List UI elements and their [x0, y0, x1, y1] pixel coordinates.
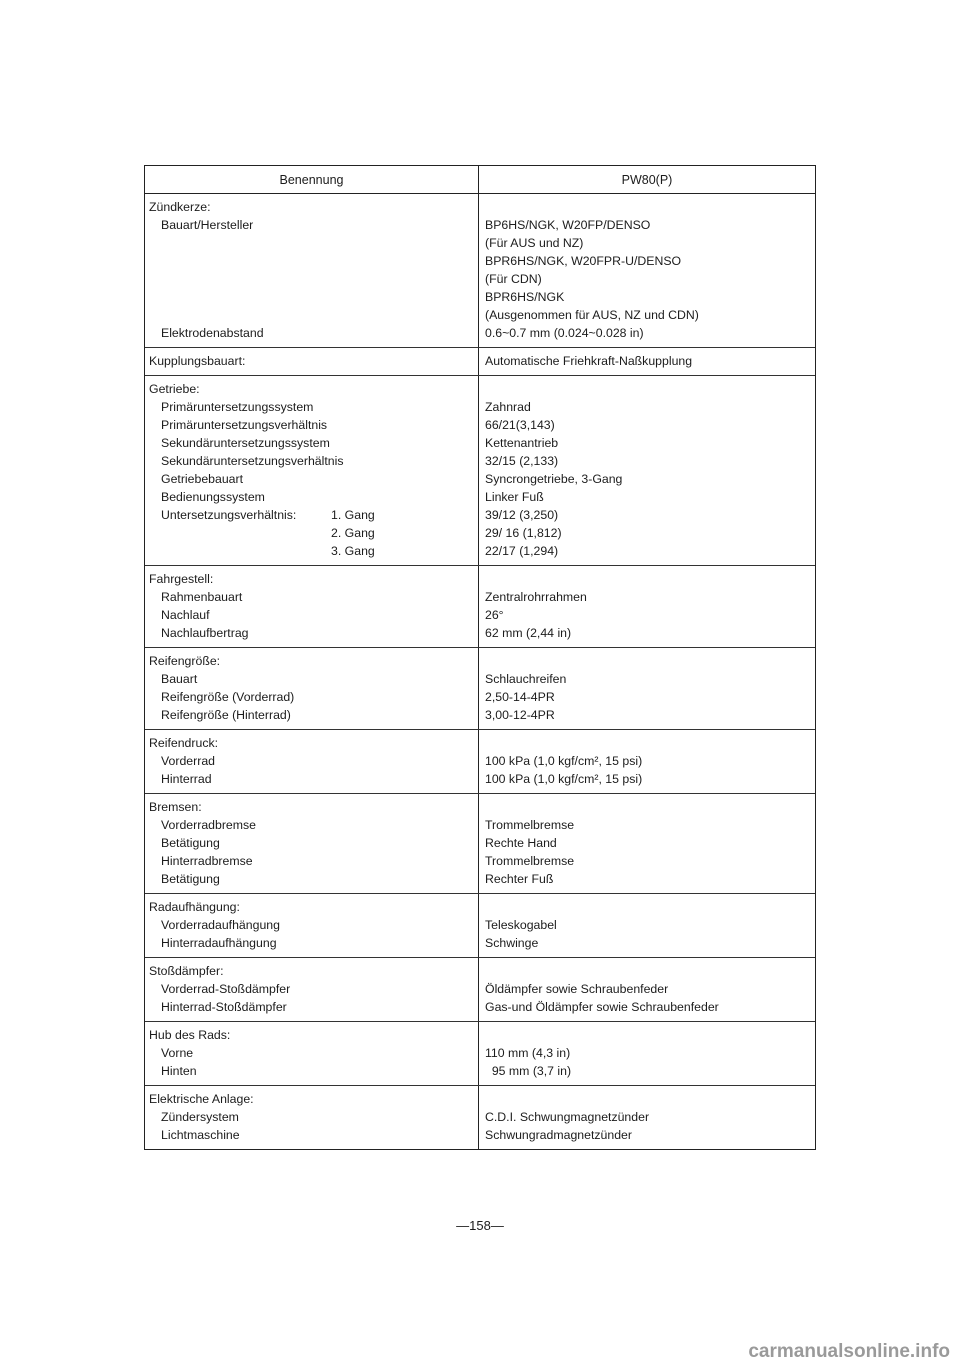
- section-labels: [145, 194, 479, 347]
- spec-value: 66/21(3,143): [485, 418, 555, 432]
- section-title: [149, 198, 478, 216]
- spec-label: [149, 1108, 478, 1126]
- section-values: [479, 958, 815, 1021]
- spec-value: Zentralrohrrahmen: [485, 590, 587, 604]
- table-section-hub: [145, 1022, 815, 1086]
- spec-label: [149, 1126, 478, 1144]
- spec-label-text: Elektrische Anlage:: [149, 1092, 254, 1106]
- spec-label-text: Primäruntersetzungssystem: [161, 400, 314, 414]
- section-values: [479, 1086, 815, 1149]
- spec-value: Schwungradmagnetzünder: [485, 1128, 632, 1142]
- section-values: [479, 730, 815, 793]
- spec-value: [485, 1090, 815, 1108]
- spec-label-text: Getriebebauart: [161, 472, 244, 486]
- spec-value: Rechter Fuß: [485, 872, 554, 886]
- spec-label-text: Radaufhängung:: [149, 900, 240, 914]
- spec-value: Zahnrad: [485, 400, 531, 414]
- spec-label-text: Hinterrad-Stoßdämpfer: [161, 1000, 287, 1014]
- section-title: [149, 798, 478, 816]
- section-values: [479, 794, 815, 893]
- spec-value: 29/ 16 (1,812): [485, 526, 562, 540]
- spec-table: [144, 165, 816, 1150]
- spec-value: 100 kPa (1,0 kgf/cm², 15 psi): [485, 772, 643, 786]
- section-values: [479, 348, 815, 375]
- spec-value: [485, 570, 815, 588]
- spec-value: Kettenantrieb: [485, 436, 559, 450]
- spec-value: Teleskogabel: [485, 918, 557, 932]
- header-model: PW80(P): [621, 172, 673, 187]
- spec-label: [149, 506, 478, 524]
- section-title: [149, 652, 478, 670]
- spec-label-text: Rahmenbauart: [161, 590, 243, 604]
- spec-label-text: Reifengröße (Vorderrad): [161, 690, 295, 704]
- spec-label: [149, 288, 478, 306]
- section-title: [149, 898, 478, 916]
- spec-label-text: Sekundäruntersetzungsverhältnis: [161, 454, 344, 468]
- spec-label: [149, 416, 478, 434]
- spec-label-text: Nachlauf: [161, 608, 210, 622]
- spec-label: [149, 542, 478, 560]
- spec-label-text: Hinten: [161, 1064, 197, 1078]
- section-labels: [145, 648, 479, 729]
- spec-label-text: Zündkerze:: [149, 200, 211, 214]
- spec-label-text: Zündersystem: [161, 1110, 239, 1124]
- spec-value: Syncrongetriebe, 3-Gang: [485, 472, 623, 486]
- spec-label-text: [153, 524, 331, 542]
- table-section-elektrik: [145, 1086, 815, 1149]
- spec-value: Schlauchreifen: [485, 672, 567, 686]
- spec-label: [149, 688, 478, 706]
- spec-label-text: Bauart: [161, 672, 198, 686]
- spec-value: Automatische Friehkraft-Naßkupplung: [485, 354, 693, 368]
- spec-label-text: Primäruntersetzungsverhältnis: [161, 418, 328, 432]
- spec-value: 110 mm (4,3 in): [485, 1046, 571, 1060]
- spec-label: [149, 706, 478, 724]
- spec-label-text: Bremsen:: [149, 800, 202, 814]
- section-values: [479, 648, 815, 729]
- spec-label: [149, 588, 478, 606]
- table-section-radaufhaengung: [145, 894, 815, 958]
- spec-label: [149, 834, 478, 852]
- spec-label-text: Hinterrad: [161, 772, 212, 786]
- spec-value: 95 mm (3,7 in): [485, 1064, 572, 1078]
- table-section-zuendkerze: [145, 194, 815, 348]
- table-section-stossdaempfer: [145, 958, 815, 1022]
- spec-value: Trommelbremse: [485, 818, 575, 832]
- spec-label: [149, 852, 478, 870]
- gear-label: 3. Gang: [331, 544, 375, 558]
- spec-value: [485, 198, 815, 216]
- spec-value: (Ausgenommen für AUS, NZ und CDN): [485, 308, 699, 322]
- spec-label: [149, 252, 478, 270]
- spec-label-text: Elektrodenabstand: [161, 326, 264, 340]
- spec-value: [485, 734, 815, 752]
- spec-label-text: [153, 306, 161, 324]
- spec-label: [149, 816, 478, 834]
- spec-value: Schwinge: [485, 936, 539, 950]
- spec-value: (Für AUS und NZ): [485, 236, 584, 250]
- gear-label: 1. Gang: [331, 508, 375, 522]
- section-labels: [145, 348, 479, 375]
- section-title: [149, 1026, 478, 1044]
- section-title: [149, 734, 478, 752]
- spec-label-text: Sekundäruntersetzungssystem: [161, 436, 330, 450]
- section-values: [479, 894, 815, 957]
- spec-label-text: Vorne: [161, 1046, 194, 1060]
- table-body: [145, 194, 815, 1149]
- spec-label-text: Betätigung: [161, 836, 220, 850]
- header-benennung: Benennung: [145, 166, 479, 193]
- spec-value: [485, 380, 815, 398]
- spec-label-text: Bedienungssystem: [161, 490, 265, 504]
- spec-value: [485, 652, 815, 670]
- spec-value: Trommelbremse: [485, 854, 575, 868]
- spec-value: 22/17 (1,294): [485, 544, 559, 558]
- section-title: [149, 962, 478, 980]
- section-title: [149, 570, 478, 588]
- spec-label: [149, 234, 478, 252]
- spec-label-text: Lichtmaschine: [161, 1128, 240, 1142]
- spec-label-text: Reifendruck:: [149, 736, 219, 750]
- section-title: [149, 380, 478, 398]
- spec-label: [149, 916, 478, 934]
- table-section-kupplung: [145, 348, 815, 376]
- table-section-reifendruck: [145, 730, 815, 794]
- table-section-bremsen: [145, 794, 815, 894]
- spec-label: [149, 624, 478, 642]
- spec-label-text: [153, 288, 161, 306]
- spec-label: [149, 434, 478, 452]
- spec-value: 3,00-12-4PR: [485, 708, 555, 722]
- spec-value: BPR6HS/NGK: [485, 290, 565, 304]
- spec-value: [485, 962, 815, 980]
- section-values: [479, 1022, 815, 1085]
- section-labels: [145, 566, 479, 647]
- spec-label: [149, 488, 478, 506]
- watermark: carmanualsonline.info: [748, 1341, 950, 1362]
- spec-label-text: Reifengröße (Hinterrad): [161, 708, 291, 722]
- section-values: [479, 194, 815, 347]
- spec-label-text: Vorderrad: [161, 754, 216, 768]
- spec-value: Gas-und Öldämpfer sowie Schraubenfeder: [485, 1000, 719, 1014]
- spec-label-text: Getriebe:: [149, 382, 200, 396]
- section-labels: [145, 1086, 479, 1149]
- spec-label: [149, 770, 478, 788]
- spec-label-text: Betätigung: [161, 872, 220, 886]
- spec-label: [149, 216, 478, 234]
- spec-label: [149, 398, 478, 416]
- spec-label-text: Reifengröße:: [149, 654, 221, 668]
- spec-label: [149, 998, 478, 1016]
- section-values: [479, 566, 815, 647]
- spec-value: Linker Fuß: [485, 490, 544, 504]
- spec-label-text: Vorderradaufhängung: [161, 918, 280, 932]
- spec-label-text: Stoßdämpfer:: [149, 964, 224, 978]
- spec-label-text: Fahrgestell:: [149, 572, 214, 586]
- spec-value: Rechte Hand: [485, 836, 557, 850]
- spec-value: 100 kPa (1,0 kgf/cm², 15 psi): [485, 754, 643, 768]
- gear-label: 2. Gang: [331, 526, 375, 540]
- spec-label-text: [153, 270, 161, 288]
- spec-value: [485, 798, 815, 816]
- spec-label: [149, 1062, 478, 1080]
- spec-label: [149, 606, 478, 624]
- section-labels: [145, 376, 479, 565]
- spec-value: 26°: [485, 608, 504, 622]
- section-title: [149, 352, 478, 370]
- section-labels: [145, 894, 479, 957]
- spec-label: [149, 870, 478, 888]
- spec-label-text: Hinterradbremse: [161, 854, 253, 868]
- table-section-fahrgestell: [145, 566, 815, 648]
- spec-label-text: Hinterradaufhängung: [161, 936, 277, 950]
- section-labels: [145, 958, 479, 1021]
- spec-value: Öldämpfer sowie Schraubenfeder: [485, 982, 669, 996]
- spec-value: 62 mm (2,44 in): [485, 626, 572, 640]
- spec-label-text: [153, 234, 161, 252]
- spec-label: [149, 452, 478, 470]
- section-values: [479, 376, 815, 565]
- spec-value: BPR6HS/NGK, W20FPR-U/DENSO: [485, 254, 682, 268]
- spec-label-text: Nachlaufbertrag: [161, 626, 249, 640]
- spec-value: [485, 1026, 815, 1044]
- spec-label: [149, 752, 478, 770]
- spec-label-text: [153, 542, 331, 560]
- spec-label-text: Vorderrad-Stoßdämpfer: [161, 982, 291, 996]
- section-labels: [145, 1022, 479, 1085]
- spec-value: BP6HS/NGK, W20FP/DENSO: [485, 218, 651, 232]
- spec-label: [149, 306, 478, 324]
- spec-value: 2,50-14-4PR: [485, 690, 555, 704]
- spec-value: [485, 898, 815, 916]
- spec-value: 39/12 (3,250): [485, 508, 559, 522]
- spec-label-text: Hub des Rads:: [149, 1028, 231, 1042]
- spec-value: 32/15 (2,133): [485, 454, 559, 468]
- spec-label: [149, 980, 478, 998]
- section-labels: [145, 730, 479, 793]
- spec-label: [149, 1044, 478, 1062]
- table-section-getriebe: [145, 376, 815, 566]
- spec-label-text: Untersetzungsverhältnis:: [161, 508, 297, 522]
- spec-value: C.D.I. Schwungmagnetzünder: [485, 1110, 650, 1124]
- spec-label: [149, 524, 478, 542]
- spec-value: (Für CDN): [485, 272, 542, 286]
- table-section-reifengroesse: [145, 648, 815, 730]
- spec-label-text: Vorderradbremse: [161, 818, 257, 832]
- spec-label-text: [153, 252, 161, 270]
- spec-label: [149, 324, 478, 342]
- spec-label: [149, 270, 478, 288]
- table-header: [145, 166, 815, 194]
- spec-label: [149, 934, 478, 952]
- spec-label: [149, 470, 478, 488]
- spec-label: [149, 670, 478, 688]
- spec-label-text: Kupplungsbauart:: [149, 354, 246, 368]
- section-title: [149, 1090, 478, 1108]
- spec-value: 0.6~0.7 mm (0.024~0.028 in): [485, 326, 644, 340]
- page-number: —158—: [456, 1218, 504, 1233]
- section-labels: [145, 794, 479, 893]
- spec-label-text: Bauart/Hersteller: [161, 218, 254, 232]
